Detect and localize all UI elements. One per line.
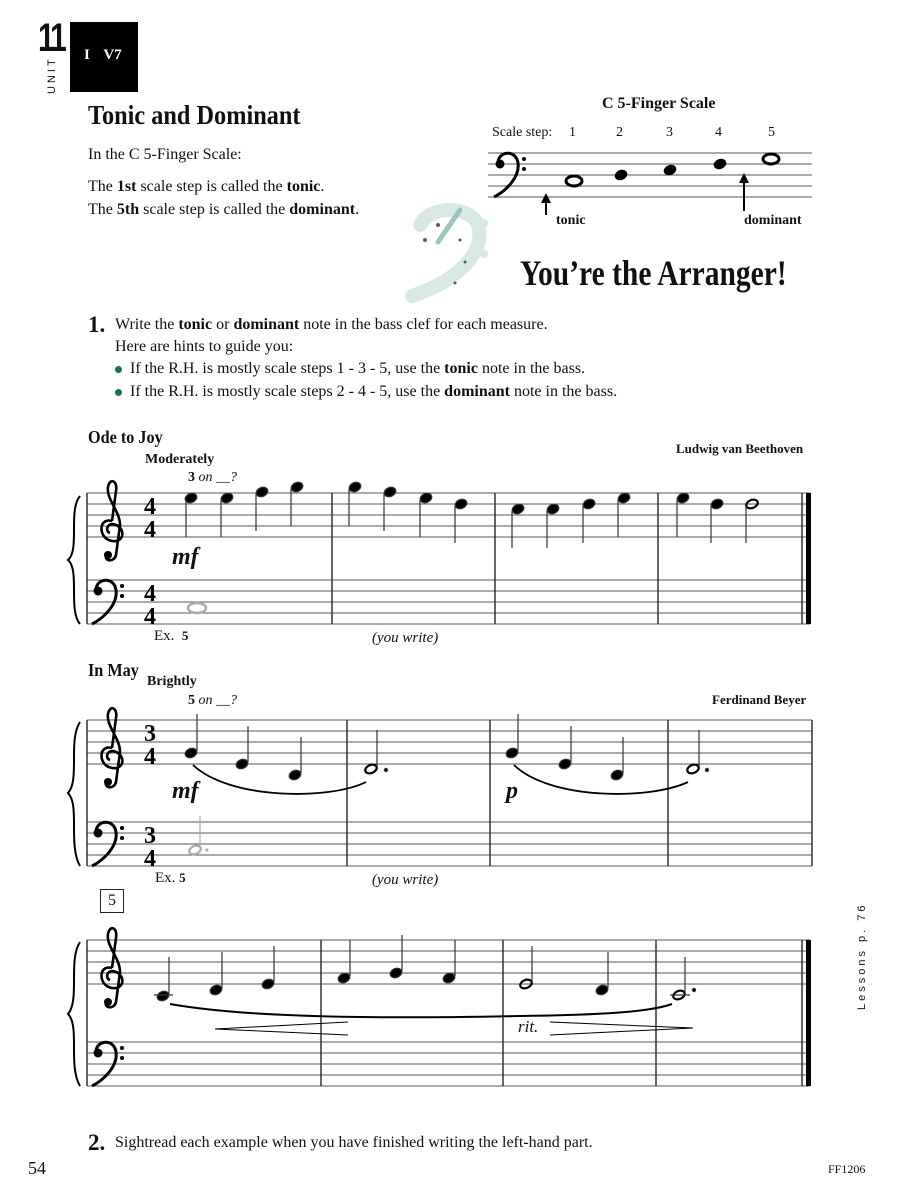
tonic-label: tonic [556,213,586,228]
text-bold: tonic [444,360,478,377]
brace-icon [68,942,80,1086]
text: If the R.H. is mostly scale steps 1 - 3 - 5, use the [130,360,445,377]
text-italic: on __? [198,693,237,708]
scale-step-4: 4 [715,125,722,140]
dynamic-p: p [506,778,518,804]
ritardando-mark: rit. [518,1017,539,1036]
tempo-marking: Brightly [147,674,197,689]
text: If the R.H. is mostly scale steps 2 - 4 - 5, use the [130,383,445,400]
text-bold: 1st [116,178,137,195]
text: Ex. [155,870,176,886]
scale-step-5: 5 [768,125,775,140]
instruction-1-line2: Here are hints to guide you: [115,338,294,355]
piece-title-ode-to-joy: Ode to Joy [88,427,163,447]
text-bold: tonic [178,316,213,333]
scale-step-label: Scale step: [492,125,553,140]
text: Ex. [154,628,175,644]
composer: Ludwig van Beethoven [676,441,804,456]
dynamic-mf: mf [172,778,199,804]
page-number: 54 [28,1158,46,1178]
text: scale step is called the [136,178,287,195]
text: Write the [115,316,179,333]
svg-text:4: 4 [144,604,156,630]
scale-title: C 5-Finger Scale [602,95,716,112]
time-signature [144,721,156,872]
lessons-reference: Lessons p. 76 [856,902,868,1010]
text-italic: on __? [198,470,237,485]
scale-step-1: 1 [569,125,576,140]
chord-box: I V7 [70,22,138,92]
piece-title-in-may: In May [88,660,139,680]
pen-clef-decoration-icon [412,210,488,296]
svg-text:4: 4 [144,581,156,607]
scale-step-2: 2 [616,125,623,140]
text-bold: tonic [286,178,321,195]
instruction-2-text: Sightread each example when you have finished writing the left-hand part. [115,1134,593,1151]
svg-text:3: 3 [144,823,156,849]
text: note in the bass clef for each measure. [299,316,548,333]
brace-icon [68,496,80,624]
melody-notes [184,714,709,781]
text: The [88,201,117,218]
text-bold: dominant [289,201,356,218]
instruction-number-1: 1. [88,312,106,337]
unit-label: UNIT [46,56,58,94]
text-bold: 5 [179,870,186,885]
text: The [88,178,117,195]
arranger-title: You’re the Arranger! [520,253,787,293]
text: note in the bass. [509,383,618,400]
text-bold: dominant [444,383,510,400]
text-bold: 5 [188,693,195,708]
brace-icon [68,722,80,866]
text: . [355,201,360,218]
dominant-label: dominant [744,213,802,228]
composer: Ferdinand Beyer [712,692,807,707]
text: note in the bass. [477,360,586,377]
text: or [212,316,234,333]
melody-notes [184,481,759,548]
unit-number: 11 [38,16,64,60]
instruction-number-2: 2. [88,1130,106,1155]
time-signature [144,494,156,630]
text-bold: dominant [233,316,300,333]
text: scale step is called the [139,201,290,218]
you-write-label: (you write) [372,630,439,646]
svg-text:4: 4 [144,494,156,520]
you-write-label: (you write) [372,872,439,888]
text-bold: 5 [181,628,189,643]
text-bold: 3 [188,470,195,485]
svg-text:3: 3 [144,721,156,747]
dynamic-mf: mf [172,544,199,570]
decrescendo-hairpin [550,1022,693,1035]
tempo-marking: Moderately [145,452,215,467]
scale-step-3: 3 [666,125,673,140]
measure-number: 5 [100,889,124,913]
product-code: FF1206 [828,1162,866,1176]
svg-text:4: 4 [144,744,156,770]
example-bass-note [188,603,206,613]
slur [170,1004,672,1017]
crescendo-hairpin [215,1022,348,1035]
svg-text:4: 4 [144,517,156,543]
melody-notes [154,935,696,1002]
text: . [320,178,325,195]
text-bold: 5th [116,201,140,218]
intro-text: In the C 5-Finger Scale: [88,146,242,163]
section-title: Tonic and Dominant [88,100,301,130]
arrow-icon [541,173,749,215]
svg-text:4: 4 [144,846,156,872]
